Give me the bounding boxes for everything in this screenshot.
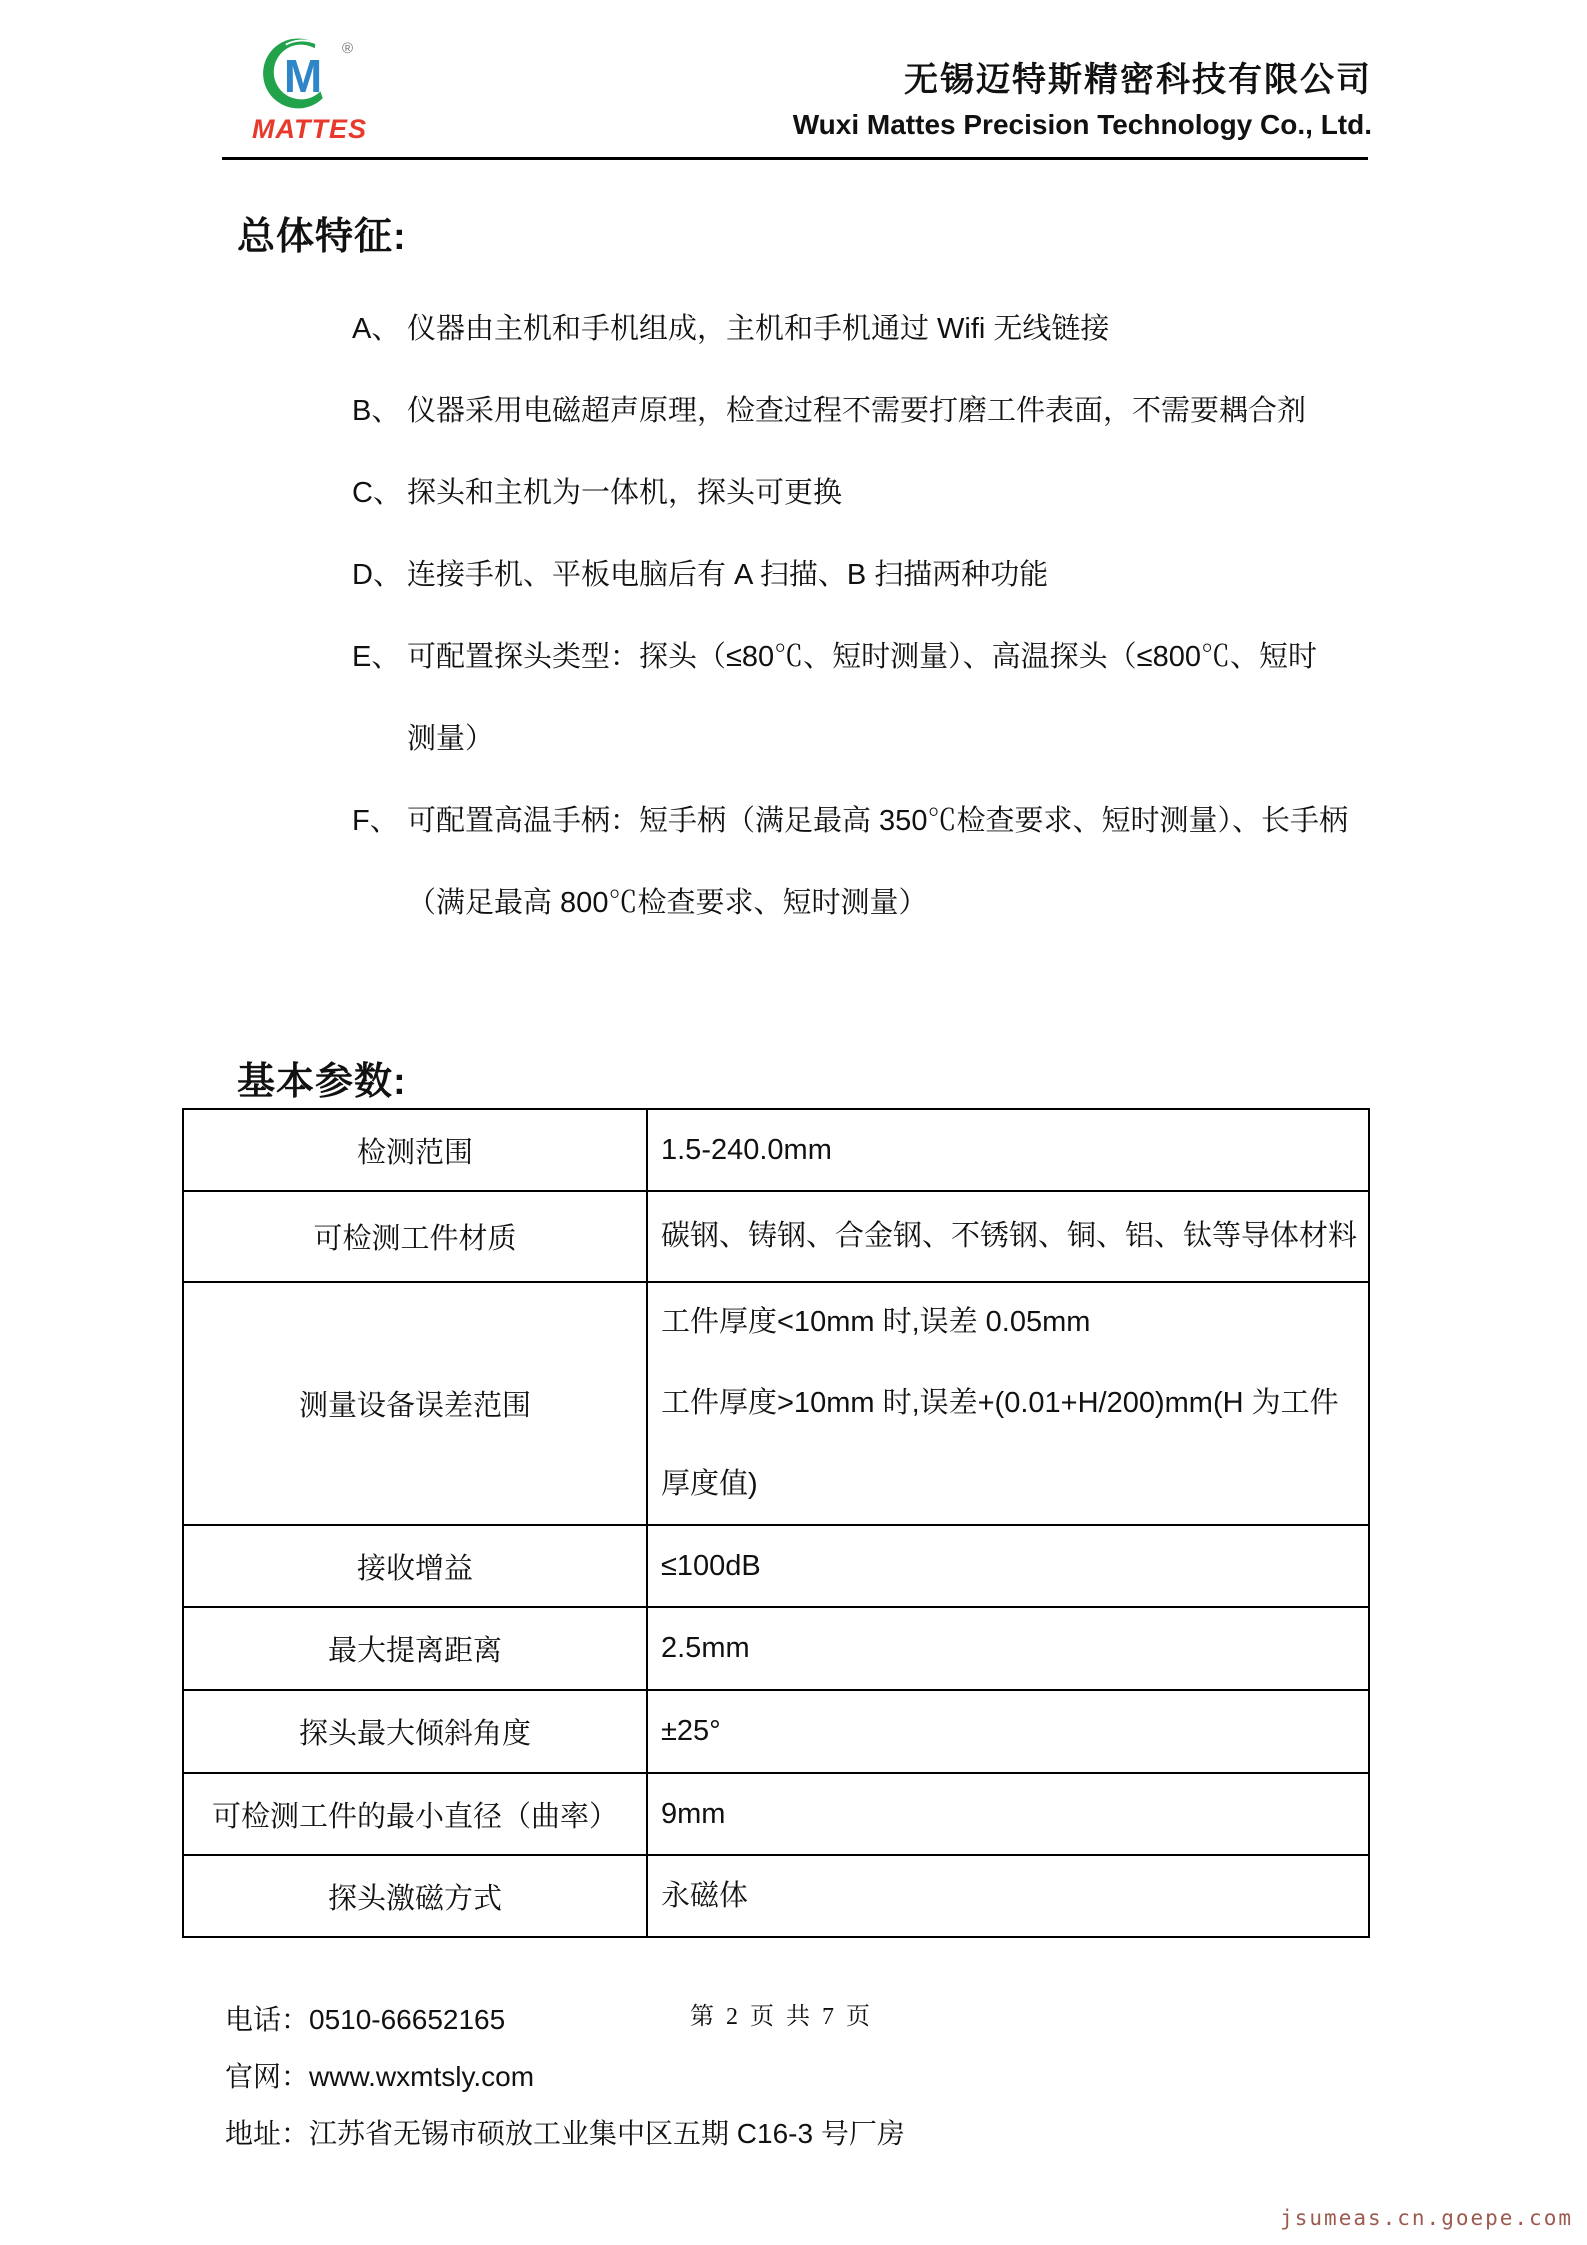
- param-label: 测量设备误差范围: [184, 1283, 648, 1524]
- list-marker: C、: [352, 477, 402, 509]
- parameters-table: [182, 1108, 1370, 1938]
- param-value: 1.5-240.0mm: [661, 1133, 832, 1166]
- params-section-title: 基本参数:: [237, 1061, 407, 1103]
- list-marker: E、: [352, 641, 401, 673]
- table-row: [184, 1190, 1368, 1281]
- list-item: [352, 391, 1382, 473]
- list-item: [352, 637, 1382, 719]
- param-label: 最大提离距离: [184, 1608, 648, 1689]
- footer-address: 地址：江苏省无锡市硕放工业集中区五期 C16-3 号厂房: [225, 2118, 905, 2149]
- watermark-text: jsumeas.cn.goepe.com: [1280, 2206, 1573, 2230]
- company-logo: [252, 34, 367, 145]
- table-row: [184, 1524, 1368, 1606]
- list-text: 探头和主机为一体机，探头可更换: [407, 477, 843, 509]
- list-text: 可配置高温手柄：短手柄（满足最高 350℃检查要求、短时测量）、长手柄: [407, 805, 1348, 837]
- param-value: ≤100dB: [661, 1549, 761, 1582]
- list-marker: F、: [352, 805, 399, 837]
- page-number: 第 2 页 共 7 页: [690, 2004, 873, 2030]
- param-value: 9mm: [661, 1797, 726, 1830]
- param-value: ±25°: [661, 1715, 721, 1747]
- list-marker: D、: [352, 559, 402, 591]
- param-label: 接收增益: [184, 1526, 648, 1606]
- param-label: 检测范围: [184, 1110, 648, 1190]
- list-text: 仪器由主机和手机组成，主机和手机通过 Wifi 无线链接: [407, 313, 1110, 345]
- param-value-line: 厚度值): [661, 1468, 758, 1500]
- list-item-continuation: [352, 883, 1382, 965]
- param-label: 可检测工件的最小直径（曲率）: [184, 1774, 648, 1854]
- list-text: （满足最高 800℃检查要求、短时测量）: [407, 887, 928, 919]
- list-marker: A、: [352, 313, 401, 345]
- logo-ring: [260, 34, 354, 110]
- param-label: 可检测工件材质: [184, 1192, 648, 1281]
- param-value: 碳钢、铸钢、合金钢、不锈钢、铜、铝、钛等导体材料: [661, 1220, 1358, 1252]
- list-marker: B、: [352, 395, 401, 427]
- footer-phone: 电话：0510-66652165: [225, 2004, 506, 2035]
- param-label: 探头最大倾斜角度: [184, 1691, 648, 1772]
- table-row: [184, 1606, 1368, 1689]
- registered-trademark-icon: ®: [342, 40, 354, 57]
- list-item-continuation: [352, 719, 1382, 801]
- table-row: [184, 1854, 1368, 1936]
- table-row: [184, 1281, 1368, 1524]
- features-section-title: 总体特征:: [237, 216, 407, 258]
- list-text: 可配置探头类型：探头（≤80℃、短时测量）、高温探头（≤800℃、短时: [407, 641, 1317, 673]
- table-row: [184, 1689, 1368, 1772]
- param-value: 永磁体: [661, 1879, 749, 1912]
- list-text: 测量）: [407, 723, 495, 755]
- features-list: [352, 309, 1382, 965]
- company-name-en: Wuxi Mattes Precision Technology Co., Ltd.: [792, 109, 1372, 140]
- list-text: 仪器采用电磁超声原理，检查过程不需要打磨工件表面，不需要耦合剂: [407, 395, 1307, 427]
- logo-brand-text: MATTES: [252, 114, 367, 144]
- company-name-block: [793, 52, 1372, 141]
- footer-website: 官网：www.wxmtsly.com: [225, 2061, 535, 2092]
- list-text: 连接手机、平板电脑后有 A 扫描、B 扫描两种功能: [407, 559, 1049, 591]
- param-value: 2.5mm: [661, 1632, 750, 1664]
- table-row: [184, 1772, 1368, 1854]
- list-item: [352, 473, 1382, 555]
- param-value-line: 工件厚度<10mm 时,误差 0.05mm: [661, 1306, 1091, 1338]
- param-value-line: 工件厚度>10mm 时,误差+(0.01+H/200)mm(H 为工件: [661, 1387, 1339, 1419]
- logo-monogram: M: [283, 50, 323, 102]
- list-item: [352, 555, 1382, 637]
- param-label: 探头激磁方式: [184, 1856, 648, 1936]
- table-row: [184, 1110, 1368, 1190]
- list-item: [352, 801, 1382, 883]
- company-name-cn: 无锡迈特斯精密科技有限公司: [904, 62, 1372, 99]
- header-divider: [222, 157, 1368, 160]
- list-item: [352, 309, 1382, 391]
